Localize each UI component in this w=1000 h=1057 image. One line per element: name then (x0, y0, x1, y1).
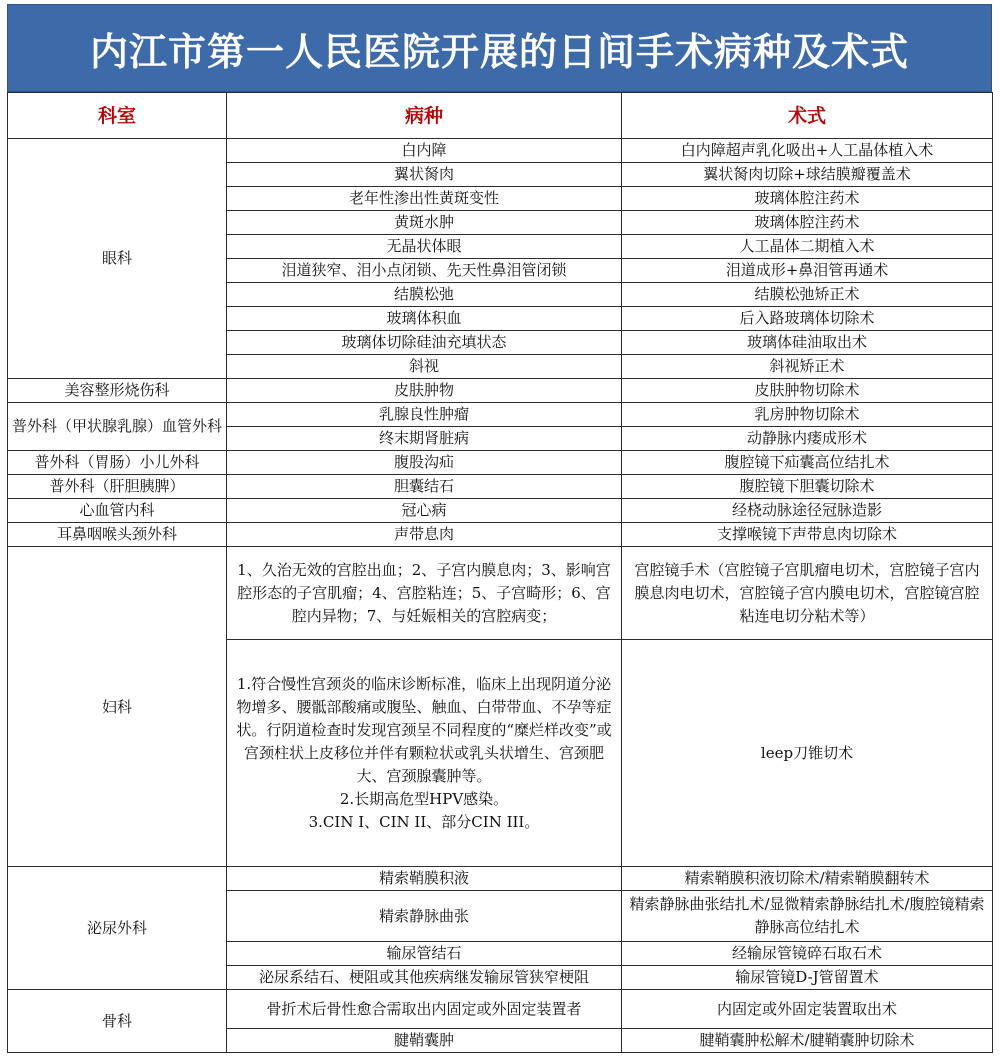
dept-ophthalmology: 眼科 (8, 139, 227, 379)
header-disease: 病种 (227, 93, 622, 139)
surgery-cell: 结膜松弛矫正术 (622, 283, 993, 307)
dept-cardiology: 心血管内科 (8, 499, 227, 523)
table-row (8, 990, 993, 1029)
disease-cell: 乳腺良性肿瘤 (227, 403, 622, 427)
surgery-cell: 支撑喉镜下声带息肉切除术 (622, 523, 993, 547)
disease-cell: 腹股沟疝 (227, 451, 622, 475)
disease-cell: 玻璃体切除硅油充填状态 (227, 331, 622, 355)
surgery-cell: 人工晶体二期植入术 (622, 235, 993, 259)
surgery-cell: 后入路玻璃体切除术 (622, 307, 993, 331)
surgery-cell: 精索鞘膜积液切除术/精索鞘膜翻转术 (622, 867, 993, 891)
table-row (8, 139, 993, 163)
surgery-cell: 动静脉内瘘成形术 (622, 427, 993, 451)
disease-cell: 声带息肉 (227, 523, 622, 547)
disease-cell: 白内障 (227, 139, 622, 163)
disease-cell: 腱鞘囊肿 (227, 1029, 622, 1053)
disease-cell: 输尿管结石 (227, 942, 622, 966)
table-row (8, 403, 993, 427)
disease-cell: 冠心病 (227, 499, 622, 523)
surgery-cell: 精索静脉曲张结扎术/显微精索静脉结扎术/腹腔镜精索静脉高位结扎术 (622, 891, 993, 942)
dept-orthopedics: 骨科 (8, 990, 227, 1053)
table-row (8, 547, 993, 640)
surgery-cell: 玻璃体腔注药术 (622, 211, 993, 235)
disease-cell: 1、久治无效的宫腔出血；2、子宫内膜息肉；3、影响宫腔形态的子宫肌瘤；4、宫腔粘连；5、子宫畸形；6、宫腔内异物；7、与妊娠相关的宫腔病变； (227, 547, 622, 640)
disease-paragraph: 3.CIN I、CIN II、部分CIN III。 (308, 812, 540, 831)
dept-thyroid-vascular: 普外科（甲状腺乳腺）血管外科 (8, 403, 227, 451)
disease-cell: 皮肤肿物 (227, 379, 622, 403)
disease-paragraph: 1.符合慢性宫颈炎的临床诊断标准，临床上出现阴道分泌物增多、腰骶部酸痛或腹坠、触血、白带带血、不孕等症状。行阴道检查时发现宫颈呈不同程度的“糜烂样改变”或宫颈柱状上皮移位并伴有颗粒状或乳头状增生、宫颈肥大、宫颈腺囊肿等。 (236, 674, 612, 785)
surgery-cell: 翼状胬肉切除+球结膜瓣覆盖术 (622, 163, 993, 187)
dept-urology: 泌尿外科 (8, 867, 227, 990)
dept-hepatobiliary: 普外科（肝胆胰脾） (8, 475, 227, 499)
surgery-cell: 输尿管镜D-J管留置术 (622, 966, 993, 990)
disease-paragraph: 2.长期高危型HPV感染。 (339, 789, 509, 808)
surgery-cell: 玻璃体硅油取出术 (622, 331, 993, 355)
disease-cell: 精索鞘膜积液 (227, 867, 622, 891)
surgery-cell: 腹腔镜下胆囊切除术 (622, 475, 993, 499)
disease-cell: 老年性渗出性黄斑变性 (227, 187, 622, 211)
table-row (8, 451, 993, 475)
surgery-cell: 皮肤肿物切除术 (622, 379, 993, 403)
surgery-cell: 腹腔镜下疝囊高位结扎术 (622, 451, 993, 475)
page-title: 内江市第一人民医院开展的日间手术病种及术式 (7, 4, 992, 92)
surgery-cell: 斜视矫正术 (622, 355, 993, 379)
surgery-cell: 白内障超声乳化吸出+人工晶体植入术 (622, 139, 993, 163)
surgery-cell: leep刀锥切术 (622, 640, 993, 867)
disease-cell: 泌尿系结石、梗阻或其他疾病继发输尿管狭窄梗阻 (227, 966, 622, 990)
dept-ent: 耳鼻咽喉头颈外科 (8, 523, 227, 547)
surgery-cell: 乳房肿物切除术 (622, 403, 993, 427)
dept-cosmetic: 美容整形烧伤科 (8, 379, 227, 403)
header-row (8, 93, 993, 139)
disease-cell: 翼状胬肉 (227, 163, 622, 187)
surgery-cell: 内固定或外固定装置取出术 (622, 990, 993, 1029)
surgery-cell: 泪道成形+鼻泪管再通术 (622, 259, 993, 283)
surgery-cell: 宫腔镜手术（宫腔镜子宫肌瘤电切术，宫腔镜子宫内膜息肉电切术，宫腔镜子宫内膜电切术，宫腔镜宫腔粘连电切分粘术等） (622, 547, 993, 640)
surgery-cell: 玻璃体腔注药术 (622, 187, 993, 211)
disease-cell: 黄斑水肿 (227, 211, 622, 235)
disease-cell: 精索静脉曲张 (227, 891, 622, 942)
table-row (8, 475, 993, 499)
header-surgery: 术式 (622, 93, 993, 139)
table-row (8, 867, 993, 891)
table-row (8, 523, 993, 547)
disease-cell: 骨折术后骨性愈合需取出内固定或外固定装置者 (227, 990, 622, 1029)
disease-cell: 玻璃体积血 (227, 307, 622, 331)
surgery-cell: 腱鞘囊肿松解术/腱鞘囊肿切除术 (622, 1029, 993, 1053)
surgery-table (7, 92, 993, 1053)
dept-gynecology: 妇科 (8, 547, 227, 867)
disease-cell: 终末期肾脏病 (227, 427, 622, 451)
disease-cell: 泪道狭窄、泪小点闭锁、先天性鼻泪管闭锁 (227, 259, 622, 283)
disease-cell: 结膜松弛 (227, 283, 622, 307)
dept-gi-pediatric: 普外科（胃肠）小儿外科 (8, 451, 227, 475)
disease-cell (227, 640, 622, 867)
surgery-cell: 经输尿管镜碎石取石术 (622, 942, 993, 966)
table-row (8, 379, 993, 403)
table-row (8, 499, 993, 523)
header-dept: 科室 (8, 93, 227, 139)
page (7, 4, 992, 1053)
disease-cell: 斜视 (227, 355, 622, 379)
disease-cell: 无晶状体眼 (227, 235, 622, 259)
disease-cell: 胆囊结石 (227, 475, 622, 499)
surgery-cell: 经桡动脉途径冠脉造影 (622, 499, 993, 523)
